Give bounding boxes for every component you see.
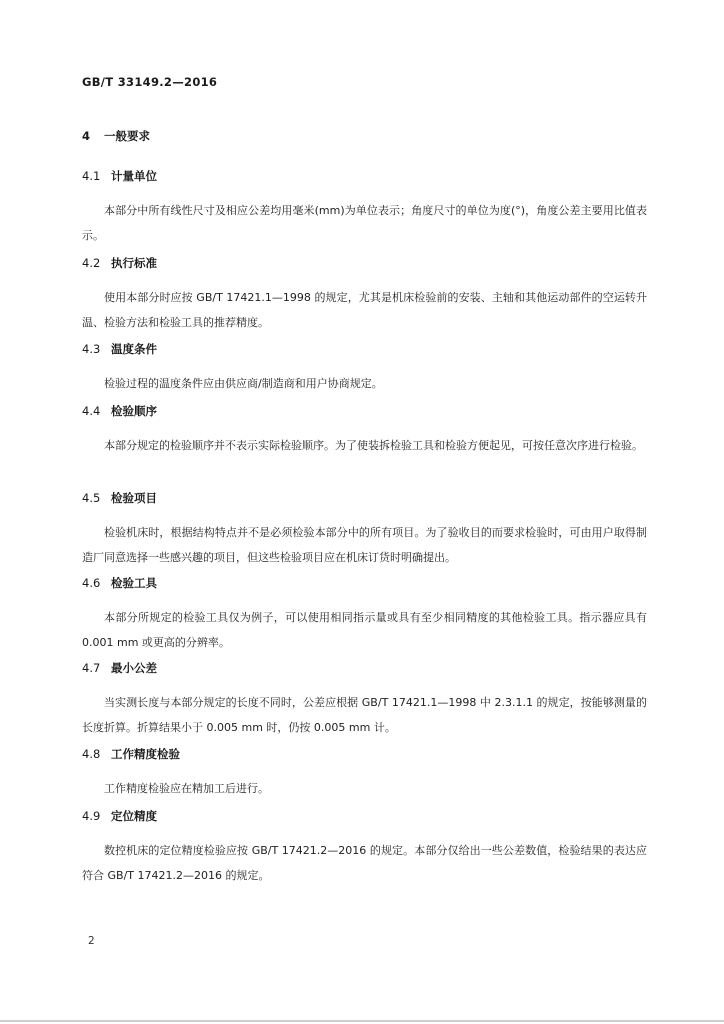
section-heading (82, 807, 647, 825)
page-number: 2 (88, 935, 95, 947)
section-number: 4.6 (82, 576, 101, 590)
section-heading (82, 489, 647, 507)
section-title: 温度条件 (111, 342, 157, 356)
section-body: 使用本部分时应按 GB/T 17421.1—1998 的规定，尤其是机床检验前的安装、主轴和其他运动部件的空运转升温、检验方法和检验工具的推荐精度。 (82, 291, 647, 329)
section-number: 4.9 (82, 809, 101, 823)
section-heading (82, 402, 647, 420)
section-heading (82, 659, 647, 677)
section-title: 最小公差 (111, 661, 157, 675)
section-4-4 (82, 402, 647, 458)
section-body: 本部分规定的检验顺序并不表示实际检验顺序。为了使装拆检验工具和检验方便起见，可按任意次序进行检验。 (104, 439, 643, 452)
standard-code-header: GB/T 33149.2—2016 (82, 75, 218, 89)
section-4-6 (82, 574, 647, 655)
section-title: 定位精度 (111, 809, 157, 823)
section-heading (82, 167, 647, 185)
section-title: 工作精度检验 (111, 747, 180, 761)
section-4-2 (82, 254, 647, 335)
section-title: 计量单位 (111, 169, 157, 183)
section-heading (82, 574, 647, 592)
bottom-divider (0, 1020, 724, 1022)
section-4-8 (82, 745, 647, 801)
chapter-heading (82, 128, 150, 144)
section-heading (82, 254, 647, 272)
section-body: 本部分中所有线性尺寸及相应公差均用毫米(mm)为单位表示；角度尺寸的单位为度(°)，角度公差主要用比值表示。 (82, 204, 647, 242)
section-4-7 (82, 659, 647, 740)
section-4-9 (82, 807, 647, 888)
section-heading (82, 745, 647, 763)
section-body: 当实测长度与本部分规定的长度不同时，公差应根据 GB/T 17421.1—1998 中 2.3.1.1 的规定，按能够测量的长度折算。折算结果小于 0.005 mm 时，仍按 0.005 mm 计。 (82, 696, 647, 734)
section-number: 4.8 (82, 747, 101, 761)
section-title: 检验项目 (111, 491, 157, 505)
section-body: 数控机床的定位精度检验应按 GB/T 17421.2—2016 的规定。本部分仅给出一些公差数值，检验结果的表达应符合 GB/T 17421.2—2016 的规定。 (82, 844, 647, 882)
section-number: 4.2 (82, 256, 101, 270)
section-title: 检验工具 (111, 576, 157, 590)
section-body: 本部分所规定的检验工具仅为例子，可以使用相同指示量或具有至少相同精度的其他检验工具。指示器应具有 0.001 mm 或更高的分辨率。 (82, 611, 647, 649)
section-number: 4.3 (82, 342, 101, 356)
section-number: 4.1 (82, 169, 101, 183)
section-number: 4.5 (82, 491, 101, 505)
section-heading (82, 340, 647, 358)
section-title: 检验顺序 (111, 404, 157, 418)
chapter-number: 4 (82, 129, 91, 143)
section-4-1 (82, 167, 647, 248)
section-body: 检验机床时，根据结构特点并不是必须检验本部分中的所有项目。为了验收目的而要求检验时，可由用户取得制造厂同意选择一些感兴趣的项目，但这些检验项目应在机床订货时明确提出。 (82, 526, 647, 564)
section-number: 4.4 (82, 404, 101, 418)
section-4-5 (82, 489, 647, 570)
section-body: 检验过程的温度条件应由供应商/制造商和用户协商规定。 (104, 377, 383, 390)
section-body: 工作精度检验应在精加工后进行。 (104, 782, 269, 795)
chapter-title: 一般要求 (104, 129, 150, 143)
section-number: 4.7 (82, 661, 101, 675)
section-title: 执行标准 (111, 256, 157, 270)
section-4-3 (82, 340, 647, 396)
